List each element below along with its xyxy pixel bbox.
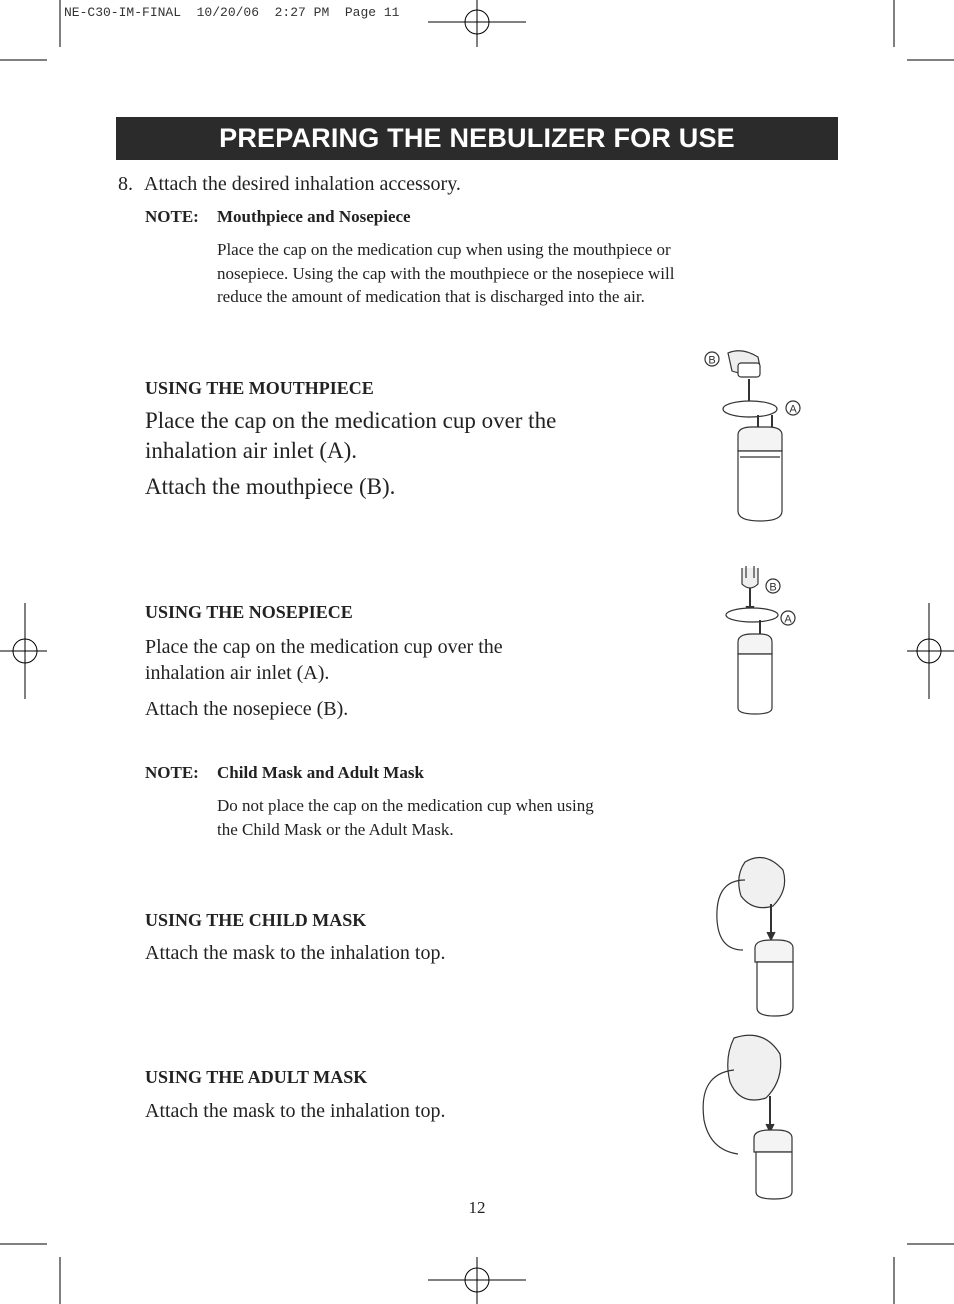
note-title: Mouthpiece and Nosepiece [217, 207, 411, 226]
label-a: A [789, 403, 797, 416]
adult-mask-illustration [700, 1030, 810, 1200]
label-b: B [769, 581, 777, 594]
note-line: Do not place the cap on the medication cup when using [217, 796, 594, 815]
instruction-line: inhalation air inlet (A). [145, 662, 330, 684]
instruction-line: Attach the mouthpiece (B). [145, 474, 396, 499]
mouthpiece-illustration [700, 345, 810, 525]
step-text: Attach the desired inhalation accessory. [144, 173, 461, 195]
step-number: 8. [118, 173, 133, 195]
print-slug: NE-C30-IM-FINAL 10/20/06 2:27 PM Page 11 [64, 5, 400, 20]
child-mask-illustration [705, 850, 805, 1020]
nosepiece-instruction [145, 634, 503, 722]
note-body [217, 794, 594, 841]
adult-mask-instruction: Attach the mask to the inhalation top. [145, 1100, 446, 1122]
mouthpiece-heading: USING THE MOUTHPIECE [145, 378, 374, 398]
mouthpiece-instruction [145, 406, 556, 502]
note-line: Place the cap on the medication cup when using the mouthpiece or [217, 240, 671, 259]
note-body [217, 238, 674, 309]
instruction-line: Place the cap on the medication cup over the [145, 408, 557, 433]
instruction-line: Place the cap on the medication cup over the [145, 636, 503, 658]
note-line: reduce the amount of medication that is discharged into the air. [217, 287, 645, 306]
note-line: nosepiece. Using the cap with the mouthpiece or the nosepiece will [217, 263, 675, 283]
label-b: B [708, 354, 716, 367]
note-line: the Child Mask or the Adult Mask. [217, 819, 454, 839]
instruction-line: inhalation air inlet (A). [145, 438, 358, 463]
child-mask-heading: USING THE CHILD MASK [145, 910, 367, 930]
label-a: A [784, 613, 792, 626]
page-number: 12 [468, 1198, 486, 1217]
note-title: Child Mask and Adult Mask [217, 763, 424, 782]
child-mask-instruction: Attach the mask to the inhalation top. [145, 942, 446, 964]
adult-mask-heading: USING THE ADULT MASK [145, 1067, 368, 1087]
instruction-line: Attach the nosepiece (B). [145, 698, 349, 720]
note-label: NOTE: [145, 207, 199, 226]
section-banner: PREPARING THE NEBULIZER FOR USE [116, 117, 838, 160]
nosepiece-heading: USING THE NOSEPIECE [145, 602, 353, 622]
step-8 [118, 173, 461, 196]
nosepiece-illustration [720, 560, 810, 720]
note-label: NOTE: [145, 763, 199, 782]
